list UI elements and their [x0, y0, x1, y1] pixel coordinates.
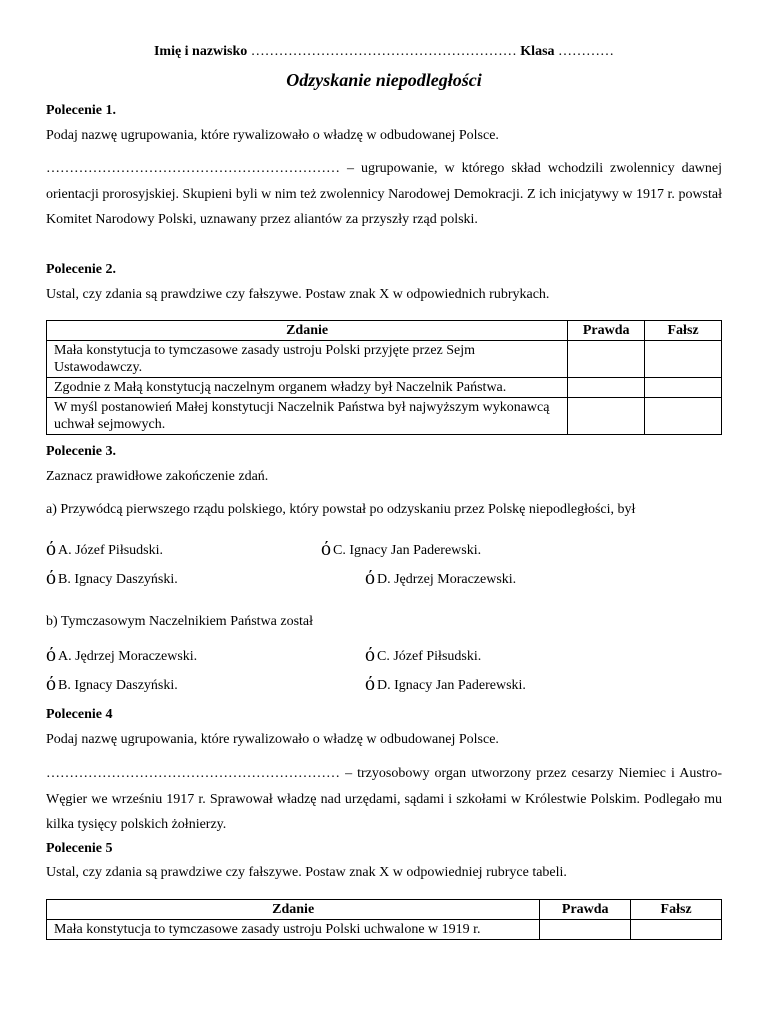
page-title: Odzyskanie niepodległości: [286, 70, 482, 90]
false-answer-cell[interactable]: [645, 398, 722, 435]
statement-cell: Mała konstytucja to tymczasowe zasady ustroju Polski przyjęte przez Sejm Ustawodawczy.: [47, 341, 568, 378]
table-row: [47, 341, 722, 378]
option-label: C. Józef Piłsudski.: [377, 649, 482, 664]
task2-prompt: Ustal, czy zdania są prawdziwe czy fałszywe. Postaw znak X w odpowiednich rubrykach.: [46, 287, 550, 302]
class-field[interactable]: …………: [558, 44, 615, 59]
name-field[interactable]: …………………………………………………: [250, 44, 517, 59]
task1-text: – ugrupowanie, w którego skład wchodzili zwolennicy dawnej orientacji prorosyjskiej. Skupieni byli w nim też zwolennicy Narodowej Demokracji. Z ich inicjatywy w 1917 r. powstał Komitet Narodowy Polski, uznawany przez aliantów za przyszły rząd polski.: [46, 161, 722, 227]
question-b: b) Tymczasowym Naczelnikiem Państwa został: [46, 614, 314, 629]
statement-cell: W myśl postanowień Małej konstytucji Naczelnik Państwa był najwyższym wykonawcą uchwał sejmowych.: [47, 398, 568, 435]
option-d[interactable]: [365, 566, 516, 589]
column-header: Zdanie: [47, 900, 540, 920]
option-label: D. Ignacy Jan Paderewski.: [377, 678, 526, 693]
column-header: Zdanie: [47, 321, 568, 341]
student-header: [46, 44, 722, 60]
choice-mark-icon: ό: [46, 673, 56, 695]
table-row: [47, 920, 722, 940]
choice-mark-icon: ό: [321, 538, 331, 560]
option-label: B. Ignacy Daszyński.: [58, 678, 178, 693]
choice-mark-icon: ό: [365, 673, 375, 695]
class-label: Klasa: [520, 44, 555, 59]
false-answer-cell[interactable]: [645, 378, 722, 398]
false-answer-cell[interactable]: [631, 920, 722, 940]
option-label: D. Jędrzej Moraczewski.: [377, 572, 517, 587]
task4-text: – trzyosobowy organ utworzony przez cesarzy Niemiec i Austro-Węgier we wrześniu 1917 r. Sprawował władzę nad urzędami, sądami i szkołami w Królestwie Polskim. Podlegało mu kilka tysięcy polskich żołnierzy.: [46, 766, 722, 832]
task1-heading: Polecenie 1.: [46, 103, 116, 118]
option-b[interactable]: [46, 672, 178, 695]
true-answer-cell[interactable]: [568, 378, 645, 398]
task2-table: [46, 320, 722, 435]
task5-table: [46, 899, 722, 940]
option-label: B. Ignacy Daszyński.: [58, 572, 178, 587]
column-header: Prawda: [568, 321, 645, 341]
choice-mark-icon: ό: [46, 567, 56, 589]
statement-cell: Zgodnie z Małą konstytucją naczelnym organem władzy był Naczelnik Państwa.: [47, 378, 568, 398]
task1-prompt: Podaj nazwę ugrupowania, które rywalizowało o władzę w odbudowanej Polsce.: [46, 128, 499, 143]
option-label: A. Józef Piłsudski.: [58, 543, 163, 558]
choice-mark-icon: ό: [46, 644, 56, 666]
option-a[interactable]: [46, 643, 197, 666]
column-header: Fałsz: [631, 900, 722, 920]
statement-cell: Mała konstytucja to tymczasowe zasady ustroju Polski uchwalone w 1919 r.: [47, 920, 540, 940]
task4-prompt: Podaj nazwę ugrupowania, które rywalizowało o władzę w odbudowanej Polsce.: [46, 732, 499, 747]
task5-heading: Polecenie 5: [46, 841, 113, 856]
true-answer-cell[interactable]: [568, 398, 645, 435]
option-label: C. Ignacy Jan Paderewski.: [333, 543, 482, 558]
option-d[interactable]: [365, 672, 526, 695]
task3-heading: Polecenie 3.: [46, 444, 116, 459]
table-header-row: [47, 900, 722, 920]
task1-answer-field[interactable]: ………………………………………………………: [46, 161, 340, 176]
true-answer-cell[interactable]: [540, 920, 631, 940]
table-row: [47, 378, 722, 398]
choice-mark-icon: ό: [46, 538, 56, 560]
choice-mark-icon: ό: [365, 567, 375, 589]
option-b[interactable]: [46, 566, 178, 589]
column-header: Prawda: [540, 900, 631, 920]
option-c[interactable]: [321, 537, 481, 560]
task4-heading: Polecenie 4: [46, 707, 113, 722]
option-label: A. Jędrzej Moraczewski.: [58, 649, 198, 664]
option-a[interactable]: [46, 537, 163, 560]
task1-paragraph: [46, 156, 722, 233]
true-answer-cell[interactable]: [568, 341, 645, 378]
task3-prompt: Zaznacz prawidłowe zakończenie zdań.: [46, 469, 269, 484]
false-answer-cell[interactable]: [645, 341, 722, 378]
task5-prompt: Ustal, czy zdania są prawdziwe czy fałszywe. Postaw znak X w odpowiedniej rubryce tabeli.: [46, 865, 567, 880]
column-header: Fałsz: [645, 321, 722, 341]
option-c[interactable]: [365, 643, 481, 666]
question-a: a) Przywódcą pierwszego rządu polskiego, który powstał po odzyskaniu przez Polskę niepodległości, był: [46, 502, 636, 517]
task4-answer-field[interactable]: ………………………………………………………: [46, 766, 340, 781]
choice-mark-icon: ό: [365, 644, 375, 666]
name-label: Imię i nazwisko: [153, 44, 248, 59]
task4-paragraph: [46, 761, 722, 838]
table-row: [47, 398, 722, 435]
table-header-row: [47, 321, 722, 341]
task2-heading: Polecenie 2.: [46, 262, 116, 277]
